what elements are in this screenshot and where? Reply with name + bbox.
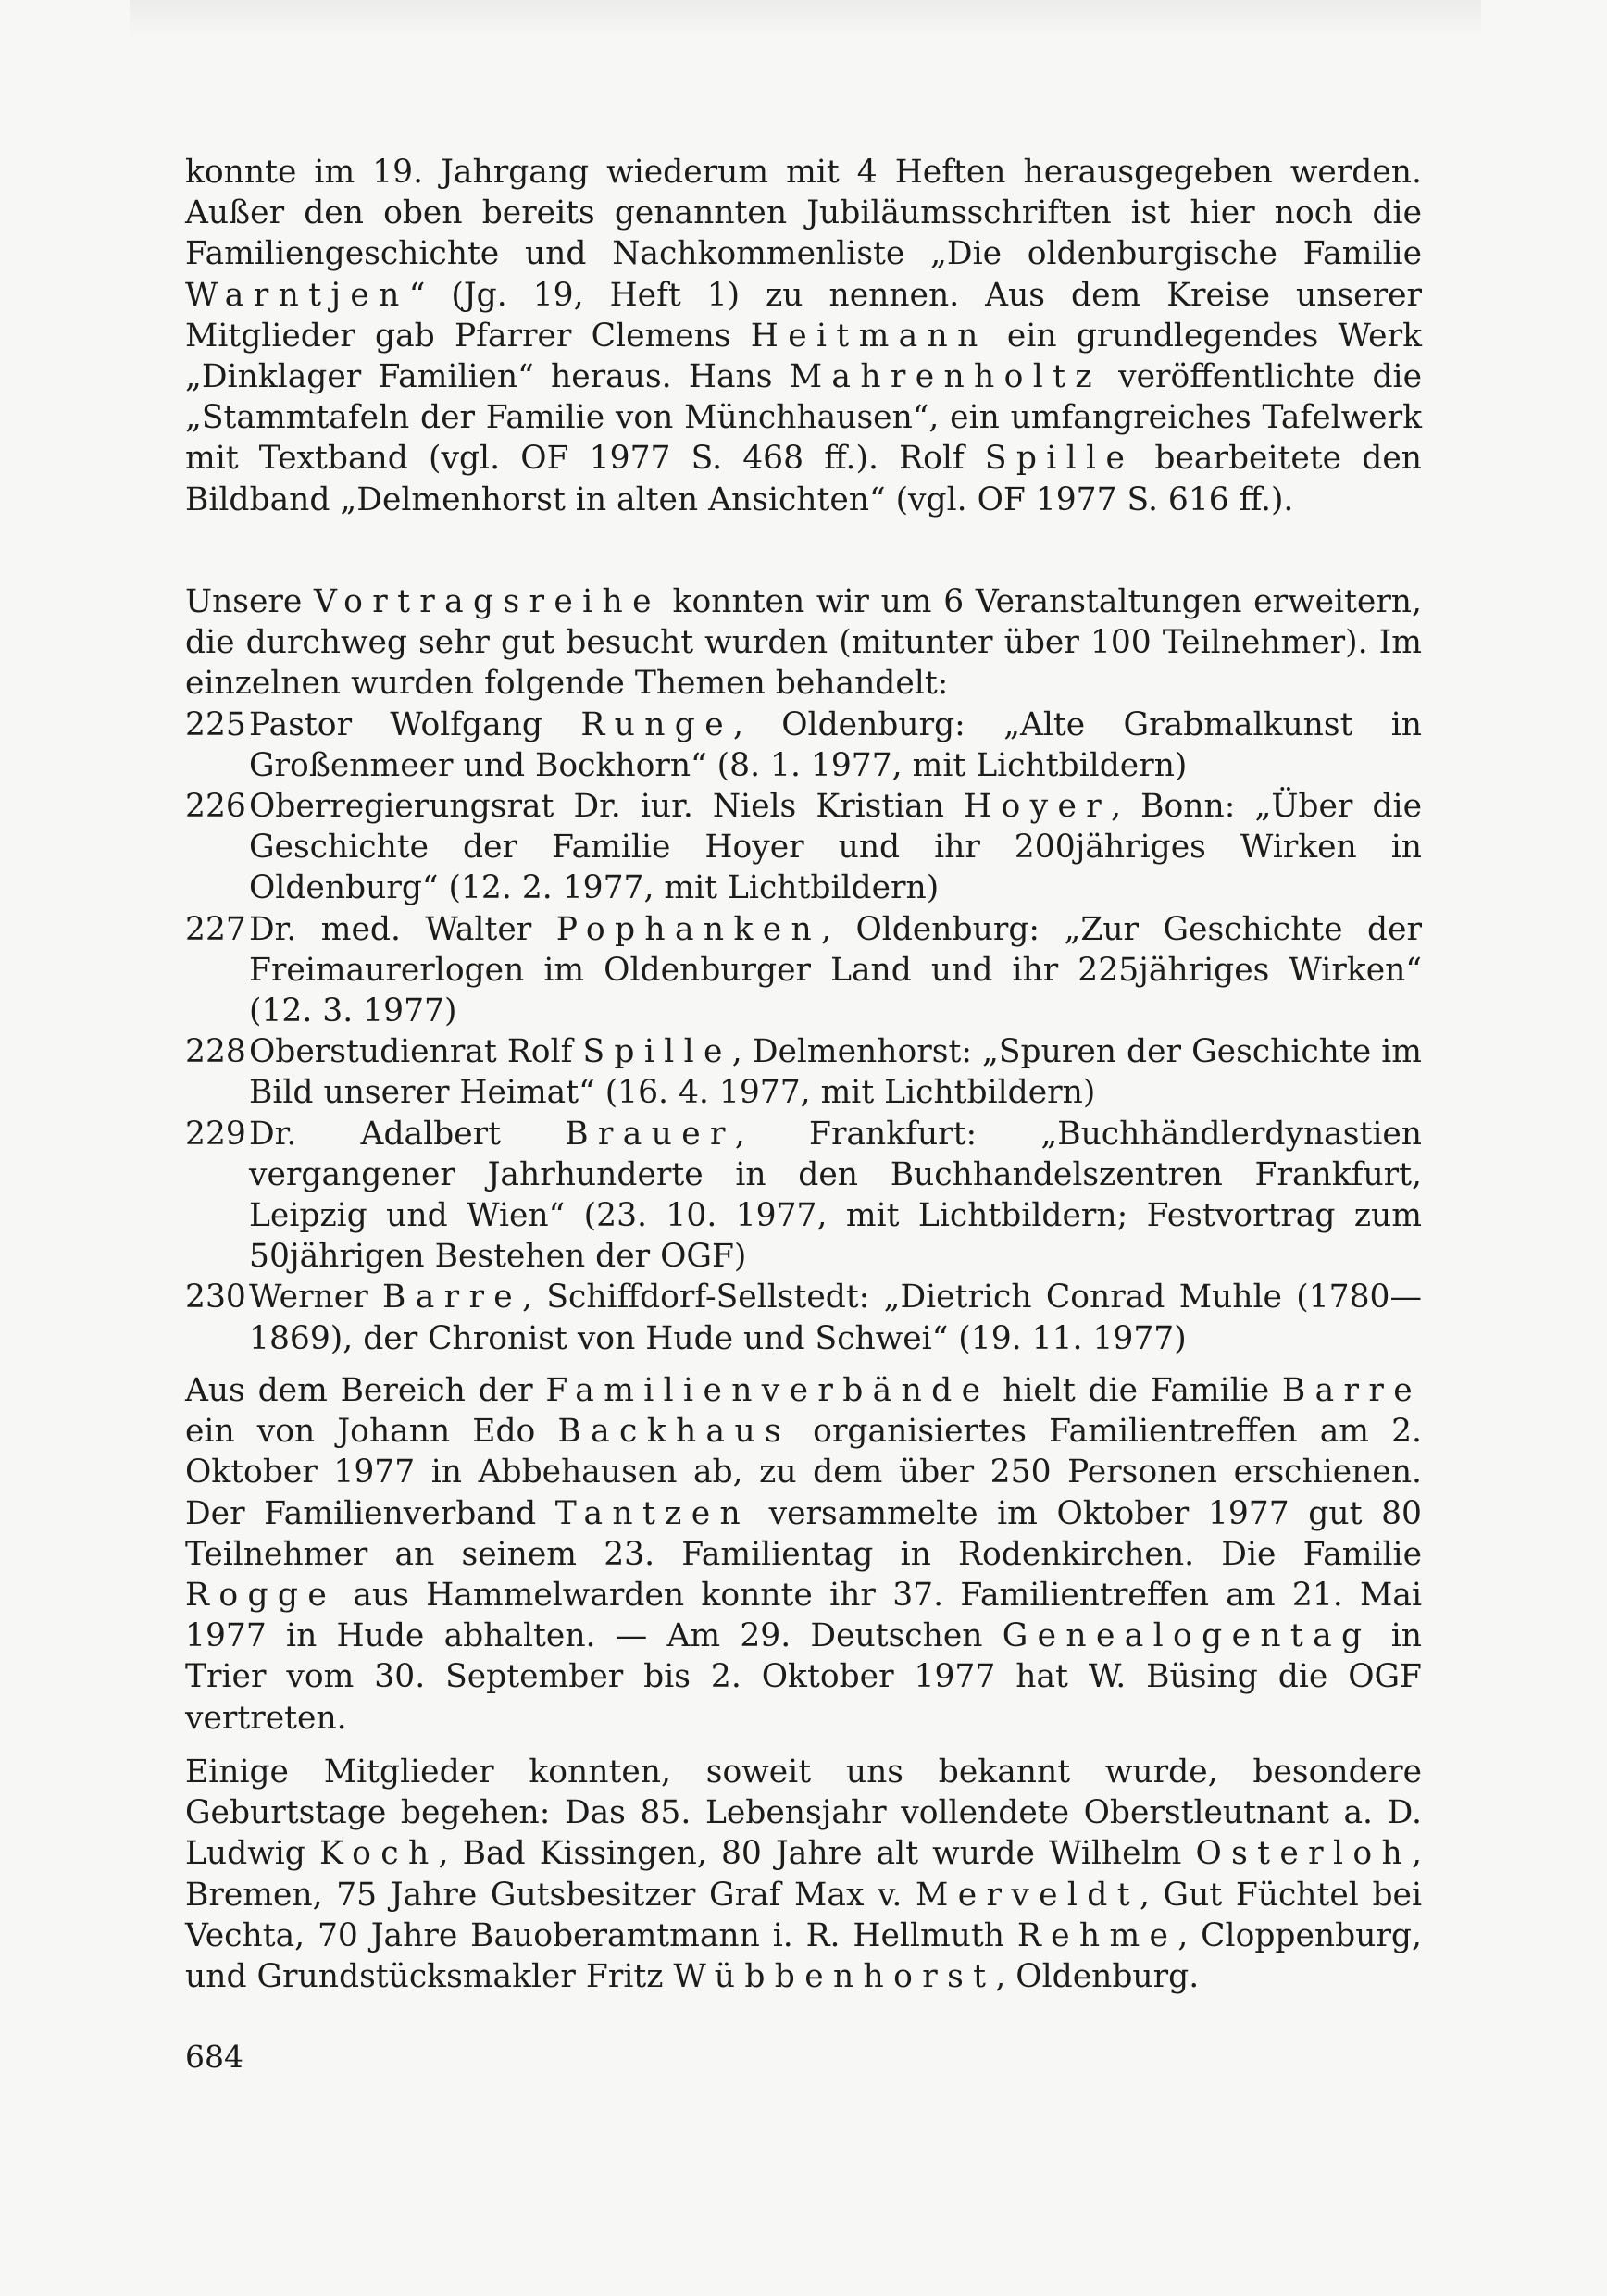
text-run: ein grundlegendes Werk „Dinklager Familien“ heraus. Hans bbox=[185, 317, 1422, 396]
text-run: veröffentlichte die „Stammtafeln der Familie von Münchhausen“, ein umfangreiches Tafelwerk mit Textband (vgl. OF 1977 S. 468 ff.). Rolf bbox=[185, 358, 1422, 478]
paragraph-text bbox=[185, 1752, 1422, 1997]
spaced-name: Osterloh bbox=[1195, 1835, 1413, 1873]
lecture-item bbox=[185, 786, 1422, 909]
text-run: konnte im 19. Jahrgang wiederum mit 4 Heften herausgegeben werden. Außer den oben bereits genannten Jubiläumsschriften ist hier noch die Familiengeschichte und Nachkommenliste „Die oldenburgische Familie bbox=[185, 154, 1422, 273]
text-run: , Oldenburg: „Zur Geschichte der Freimaurerlogen im Oldenburger Land und ihr 225jähriges Wirken“ (12. 3. 1977) bbox=[249, 910, 1423, 1030]
text-run: , Delmenhorst: „Spuren der Geschichte im Bild unserer Heimat“ (16. 4. 1977, mit Lichtbildern) bbox=[249, 1033, 1422, 1112]
lecture-item bbox=[185, 1114, 1422, 1278]
lecture-item bbox=[185, 909, 1422, 1032]
text-run: Aus dem Bereich der bbox=[185, 1372, 546, 1409]
lecture-number: 225 bbox=[185, 705, 246, 743]
spaced-name: Koch bbox=[318, 1835, 439, 1873]
section-lectures bbox=[185, 581, 1422, 1359]
text-run: , Oldenburg: „Alte Grabmalkunst in Großenmeer und Bockhorn“ (8. 1. 1977, mit Lichtbildern) bbox=[249, 705, 1423, 784]
lecture-number: 229 bbox=[185, 1115, 246, 1153]
paragraph-publications bbox=[185, 152, 1422, 520]
text-run: Oberstudienrat Rolf bbox=[249, 1033, 583, 1071]
lecture-number: 230 bbox=[185, 1279, 246, 1316]
text-run: konnten wir um 6 Veranstaltungen erweitern, die durchweg sehr gut besucht wurden (mitunter über 100 Teilnehmer). Im einzelnen wurden folgende Themen behandelt: bbox=[185, 583, 1422, 703]
text-run: Werner bbox=[249, 1279, 382, 1316]
text-run: Einige Mitglieder konnten, soweit uns bekannt wurde, besondere Geburtstage begehen: Das 85. Lebensjahr vollendete Oberstleutnant a. D. Ludwig bbox=[185, 1753, 1422, 1873]
spaced-name: Familienverbände bbox=[545, 1372, 990, 1409]
spaced-name: Spille bbox=[582, 1033, 732, 1071]
spaced-name: Pophanken bbox=[555, 910, 822, 948]
text-run: ein von Johann Edo bbox=[185, 1413, 558, 1451]
paragraph-family-associations bbox=[185, 1370, 1422, 1739]
lecture-item bbox=[185, 1277, 1422, 1358]
text-run: , Schiffdorf-Sellstedt: „Dietrich Conrad Muhle (1780—1869), der Chronist von Hude und Schwei“ (19. 11. 1977) bbox=[249, 1279, 1422, 1357]
spaced-name: Rehme bbox=[1016, 1916, 1178, 1954]
spaced-name: Warntjen bbox=[185, 276, 409, 314]
text-run: , Bremen, 75 Jahre Gutsbesitzer Graf Max v. bbox=[185, 1835, 1422, 1914]
spaced-name: Hoyer bbox=[964, 788, 1112, 826]
spaced-name: Barre bbox=[1281, 1372, 1422, 1409]
text-run: , Cloppenburg, und Grundstücksmakler Fritz bbox=[185, 1916, 1422, 1996]
lecture-number: 228 bbox=[185, 1033, 246, 1071]
text-run: , Bonn: „Über die Geschichte der Familie Hoyer und ihr 200jähriges Wirken in Oldenburg“ (12. 2. 1977, mit Lichtbildern) bbox=[249, 788, 1423, 907]
scan-shadow bbox=[130, 0, 1481, 37]
spaced-name: Genealogentag bbox=[1002, 1617, 1372, 1655]
text-run: Oberregierungsrat Dr. iur. Niels Kristian bbox=[249, 788, 965, 826]
text-run: bearbeitete den Bildband „Delmenhorst in alten Ansichten“ (vgl. OF 1977 S. 616 ff.). bbox=[185, 440, 1422, 518]
lecture-number: 226 bbox=[185, 788, 246, 826]
text-run: , Bad Kissingen, 80 Jahre alt wurde Wilhelm bbox=[438, 1835, 1196, 1873]
spaced-name: Backhaus bbox=[557, 1413, 791, 1451]
spaced-name: Spille bbox=[984, 440, 1135, 478]
lecture-list bbox=[185, 705, 1422, 1359]
text-run: , Gut Füchtel bei Vechta, 70 Jahre Bauoberamtmann i. R. Hellmuth bbox=[185, 1876, 1423, 1954]
text-run: , Frankfurt: „Buchhändlerdynastien vergangener Jahrhunderte in den Buchhandelszentren Frankfurt, Leipzig und Wien“ (23. 10. 1977, mit Lichtbildern; Festvortrag zum 50jährigen Bestehen der OGF) bbox=[249, 1115, 1422, 1276]
text-run: “ (Jg. 19, Heft 1) zu nennen. Aus dem Kreise unserer Mitglieder gab Pfarrer Clemens bbox=[185, 276, 1422, 355]
spaced-name: Barre bbox=[382, 1279, 523, 1316]
spaced-name: Rogge bbox=[185, 1577, 337, 1615]
paragraph-text bbox=[185, 152, 1422, 520]
text-run: versammelte im Oktober 1977 gut 80 Teilnehmer an seinem 23. Familientag in Rodenkirchen. Die Familie bbox=[185, 1494, 1422, 1573]
text-run: , Oldenburg. bbox=[995, 1958, 1200, 1996]
spaced-name: Tantzen bbox=[554, 1494, 751, 1532]
text-run: organisiertes Familientreffen am 2. Oktober 1977 in Abbehausen ab, zu dem über 250 Personen erschienen. Der Familienverband bbox=[185, 1413, 1422, 1532]
lecture-number: 227 bbox=[185, 910, 246, 948]
paragraph-text bbox=[185, 581, 1422, 705]
text-run: Dr. med. Walter bbox=[249, 910, 556, 948]
paragraph-text bbox=[185, 1370, 1422, 1739]
spaced-name: Mahrenholtz bbox=[789, 358, 1102, 396]
text-run: hielt die Familie bbox=[990, 1372, 1282, 1409]
text-run: in Trier vom 30. September bis 2. Oktober 1977 hat W. Büsing die OGF vertreten. bbox=[185, 1617, 1422, 1737]
spaced-name: Vortragsreihe bbox=[314, 583, 661, 620]
spaced-name: Heitmann bbox=[750, 317, 988, 355]
spaced-name: Wübbenhorst bbox=[673, 1958, 996, 1996]
spaced-name: Brauer bbox=[565, 1115, 735, 1153]
lecture-item bbox=[185, 1031, 1422, 1113]
lecture-item bbox=[185, 705, 1422, 786]
page-number: 684 bbox=[185, 2039, 243, 2075]
text-run: aus Hammelwarden konnte ihr 37. Familientreffen am 21. Mai 1977 in Hude abhalten. — Am 29. Deutschen bbox=[185, 1577, 1422, 1655]
text-run: Dr. Adalbert bbox=[249, 1115, 566, 1153]
paragraph-birthdays bbox=[185, 1752, 1422, 1997]
text-run: Unsere bbox=[185, 583, 315, 620]
spaced-name: Runge bbox=[580, 705, 733, 743]
text-run: Pastor Wolfgang bbox=[249, 705, 581, 743]
spaced-name: Merveldt bbox=[916, 1876, 1140, 1914]
